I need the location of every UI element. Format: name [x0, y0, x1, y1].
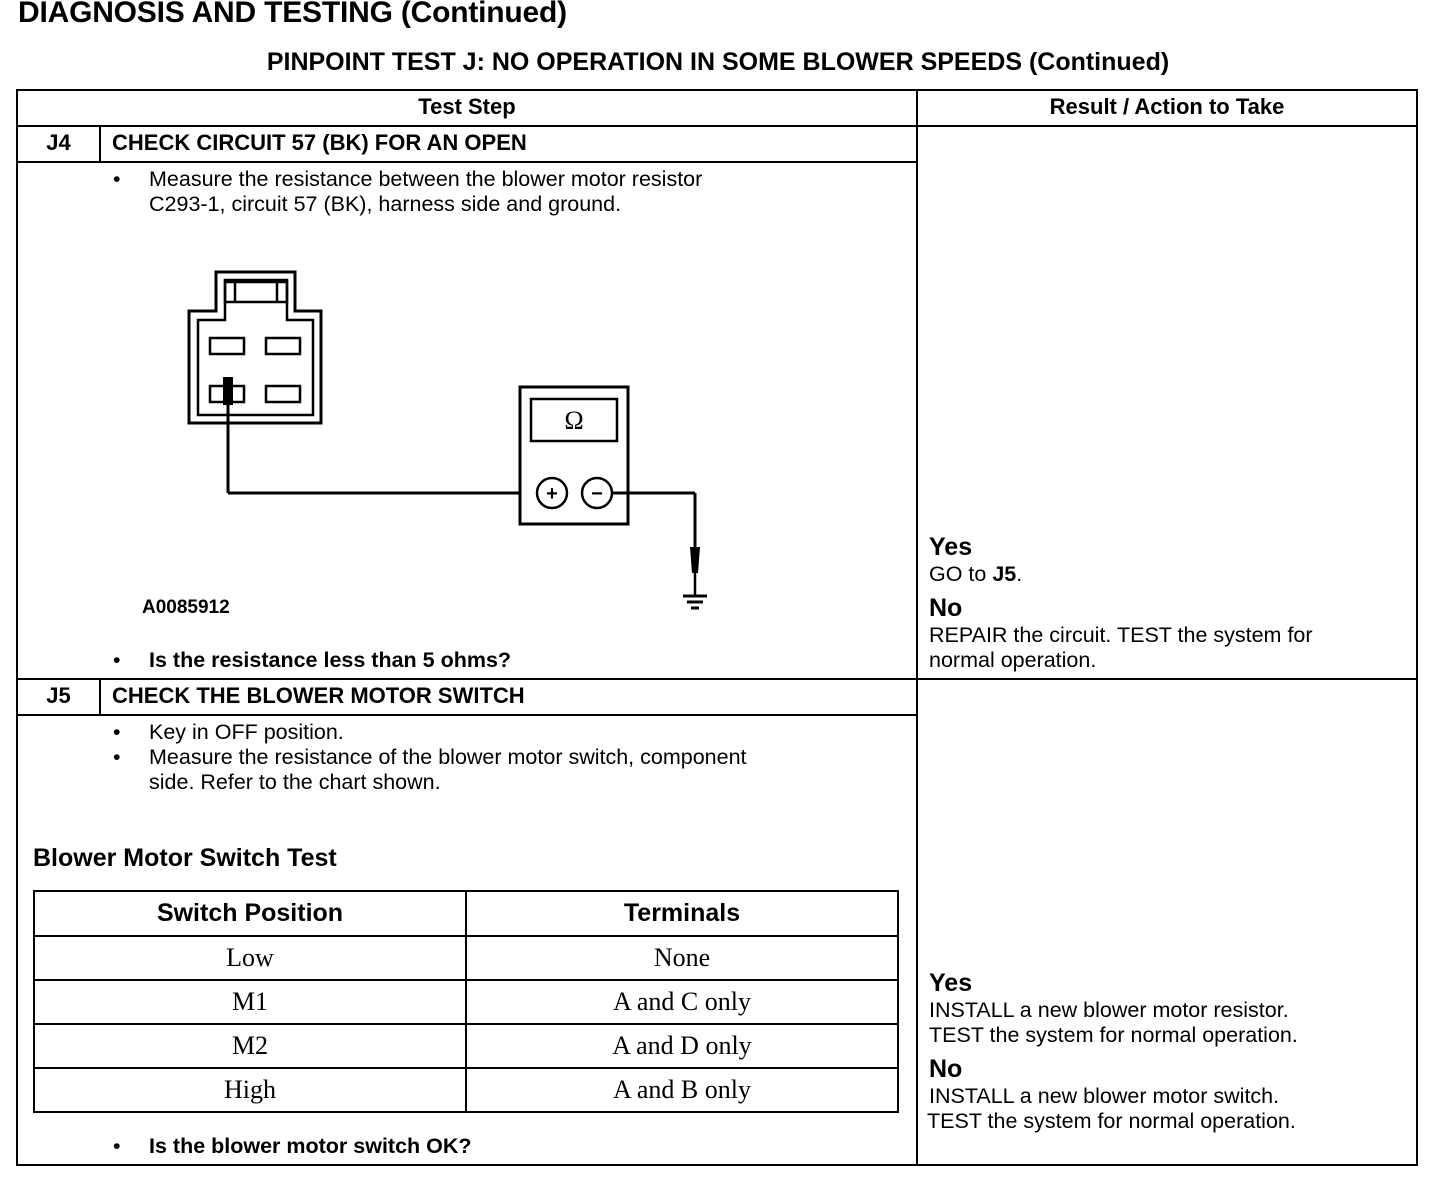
j5-bullet-2	[113, 745, 903, 795]
step-id-j5: J5	[46, 683, 71, 708]
header-result: Result / Action to Take	[1049, 94, 1285, 119]
column-header-terminals: Terminals	[466, 891, 898, 936]
j5-no-text-line2: TEST the system for normal operation.	[927, 1109, 1296, 1133]
bullet-text-line2: side. Refer to the chart shown.	[149, 770, 441, 794]
bullet-dot: •	[113, 745, 121, 769]
blower-motor-switch-table	[33, 890, 899, 1113]
switch-table-title: Blower Motor Switch Test	[33, 844, 337, 872]
j4-yes-label: Yes	[929, 533, 973, 561]
switch-position-cell: M2	[34, 1024, 466, 1068]
minus-terminal-label: −	[591, 483, 603, 505]
bullet-dot: •	[113, 1134, 121, 1158]
resistance-measurement-diagram	[180, 265, 720, 620]
j4-title-divider	[16, 161, 918, 163]
j5-yes-text-line2: TEST the system for normal operation.	[929, 1023, 1298, 1047]
bullet-dot: •	[113, 648, 121, 672]
table-bottom-border	[16, 1164, 1418, 1166]
bullet-text-line1: Key in OFF position.	[149, 720, 344, 744]
j5-yes-label: Yes	[929, 969, 973, 997]
plus-terminal-label: +	[546, 483, 558, 505]
terminals-cell: None	[466, 936, 898, 980]
switch-position-cell: M1	[34, 980, 466, 1024]
bullet-dot: •	[113, 167, 121, 191]
table-header-row	[34, 891, 898, 936]
pinpoint-test-title: PINPOINT TEST J: NO OPERATION IN SOME BLOWER SPEEDS (Continued)	[266, 48, 1170, 76]
table-row	[34, 980, 898, 1024]
table-row	[34, 1024, 898, 1068]
ground-symbol-icon	[683, 596, 707, 608]
column-divider	[916, 89, 918, 1166]
column-header-switch-position: Switch Position	[34, 891, 466, 936]
table-row	[34, 936, 898, 980]
terminals-cell: A and D only	[466, 1024, 898, 1068]
switch-position-cell: Low	[34, 936, 466, 980]
j4-yes-text	[929, 562, 1022, 587]
step-title-j4: CHECK CIRCUIT 57 (BK) FOR AN OPEN	[112, 130, 527, 155]
j4-no-text-line2: normal operation.	[929, 648, 1097, 672]
j5-id-divider	[99, 678, 101, 715]
j5-bullet-1	[113, 720, 903, 745]
bullet-text-line2: C293-1, circuit 57 (BK), harness side and ground.	[149, 192, 622, 216]
bullet-dot: •	[113, 720, 121, 744]
table-right-border	[1416, 89, 1418, 1166]
j4-bullet-1	[113, 167, 903, 217]
j5-no-text-line1: INSTALL a new blower motor switch.	[929, 1084, 1280, 1108]
table-left-border	[16, 89, 18, 1166]
step-title-j5: CHECK THE BLOWER MOTOR SWITCH	[112, 683, 525, 708]
bullet-text-line1: Measure the resistance of the blower motor switch, component	[149, 745, 747, 769]
question-text: Is the resistance less than 5 ohms?	[149, 648, 512, 672]
j4-id-divider	[99, 125, 101, 162]
step-id-j4: J4	[46, 130, 71, 155]
step-divider	[16, 678, 1418, 680]
test-probe-icon	[223, 377, 540, 493]
j5-question	[113, 1134, 903, 1160]
terminals-cell: A and C only	[466, 980, 898, 1024]
header-divider	[16, 125, 1418, 127]
switch-position-cell: High	[34, 1068, 466, 1112]
j4-no-text-line1: REPAIR the circuit. TEST the system for	[929, 623, 1313, 647]
ohm-symbol: Ω	[564, 406, 584, 435]
j5-title-divider	[16, 714, 918, 716]
bullet-text-line1: Measure the resistance between the blower motor resistor	[149, 167, 703, 191]
question-text: Is the blower motor switch OK?	[149, 1134, 472, 1158]
j4-yes-prefix: GO to	[929, 562, 993, 586]
ohmmeter-icon	[520, 387, 628, 524]
j5-no-label: No	[929, 1055, 963, 1083]
j4-yes-target: J5	[992, 562, 1017, 586]
figure-label: A0085912	[142, 597, 230, 618]
terminals-cell: A and B only	[466, 1068, 898, 1112]
j4-question	[113, 648, 903, 674]
connector-c293-icon	[189, 272, 321, 423]
page-title: DIAGNOSIS AND TESTING (Continued)	[18, 0, 567, 29]
j4-yes-suffix: .	[1016, 562, 1023, 586]
table-top-border	[16, 89, 1418, 91]
table-row	[34, 1068, 898, 1112]
header-test-step: Test Step	[418, 94, 516, 119]
j5-yes-text-line1: INSTALL a new blower motor resistor.	[929, 998, 1289, 1022]
j4-no-label: No	[929, 594, 963, 622]
